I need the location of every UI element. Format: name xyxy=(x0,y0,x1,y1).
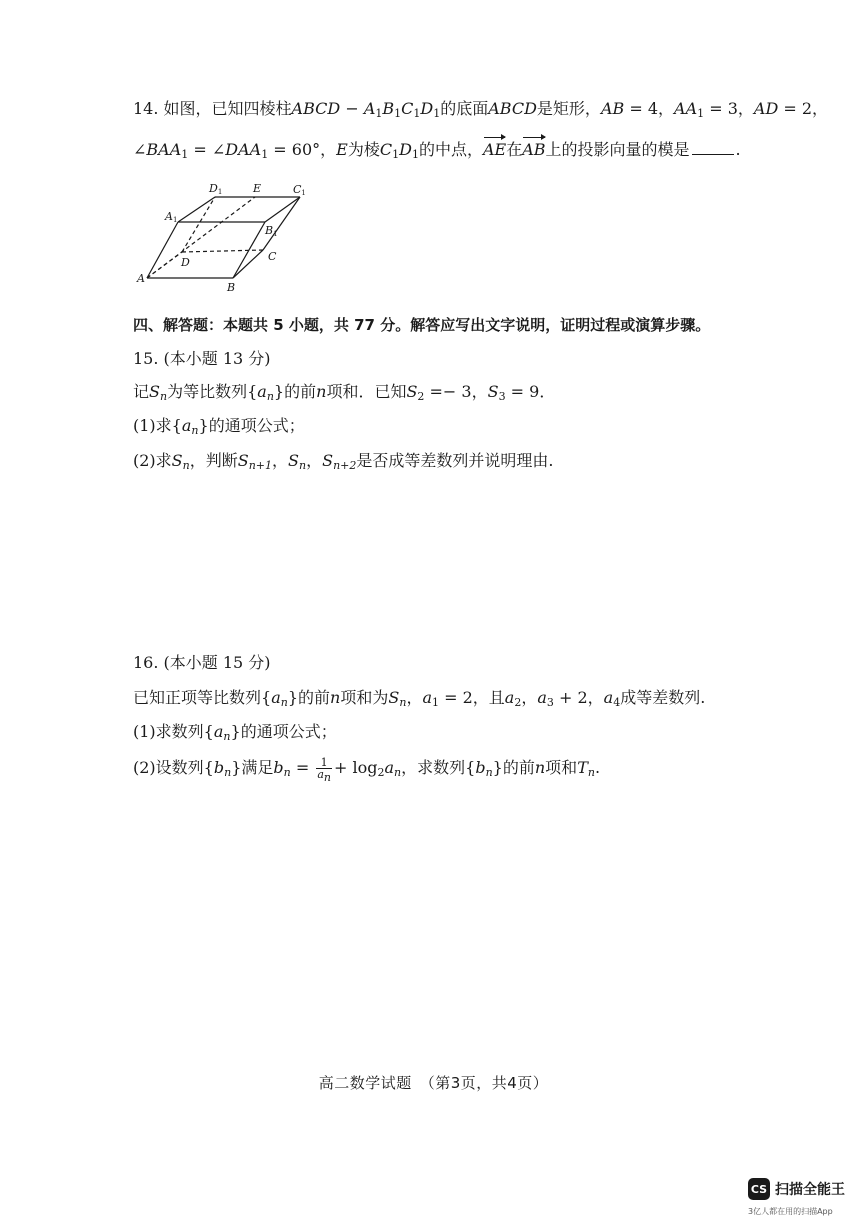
svg-text:B1: B1 xyxy=(265,224,278,238)
edge-DC xyxy=(182,250,263,252)
q16-part2: (2)设数列$\{b_n\}$满足$b_n$ = $\frac{1}{a_n}$ + $\log_2a_n$，求数列$\{b_n\}$的前n项和$T_n$. xyxy=(133,756,601,784)
edge-DD1 xyxy=(182,197,215,252)
q14-line2: $\angle BAA_1$ = $\angle DAA_1 = 60^\circ$，E为棱$C_1D_1$的中点，AE在AB上的投影向量的模是 . xyxy=(133,140,741,161)
edge-B1C1 xyxy=(265,197,300,222)
svg-text:D1: D1 xyxy=(209,182,223,196)
svg-text:D: D xyxy=(181,256,190,269)
q16-header: 16. (本小题 15 分) xyxy=(133,653,271,672)
segment-AE xyxy=(147,197,255,278)
camscanner-logo-icon: CS xyxy=(748,1178,770,1200)
q16-part1: (1)求数列$\{a_n\}$的通项公式； xyxy=(133,722,337,743)
svg-text:C: C xyxy=(268,250,277,263)
svg-text:A: A xyxy=(137,272,145,285)
svg-text:A1: A1 xyxy=(165,210,178,224)
q15-header: 15. (本小题 13 分) xyxy=(133,349,271,368)
fraction-1-over-an: $\frac{1}{a_n}$ xyxy=(317,756,331,784)
q16-stem: 已知正项等比数列$\{a_n\}$的前n项和为$S_n$，$a_1 = 2$，且$a_2$，$a_3 + 2$，$a_4$成等差数列. xyxy=(133,688,706,709)
camscanner-tagline: 3亿人都在用的扫描App xyxy=(748,1207,833,1216)
q14-line1: 14. 如图，已知四棱柱ABCD − $A_1B_1C_1D_1$的底面ABCD是矩形，AB = 4，$AA_1 = 3$，AD = 2， xyxy=(133,99,829,120)
answer-blank[interactable] xyxy=(692,140,734,155)
q15-part1: (1)求$\{a_n\}$的通项公式； xyxy=(133,416,305,437)
svg-text:B: B xyxy=(227,281,236,294)
page-footer: 高二数学试题 （第3页，共4页） xyxy=(318,1074,549,1092)
edge-A1D1 xyxy=(178,197,215,222)
camscanner-watermark xyxy=(748,1178,845,1200)
svg-text:E: E xyxy=(253,182,262,195)
vector-AB: AB xyxy=(522,140,546,159)
section-title: 四、解答题：本题共 5 小题，共 77 分。解答应写出文字说明，证明过程或演算步骤。 xyxy=(133,316,711,334)
svg-text:C1: C1 xyxy=(293,183,306,197)
q15-stem: 记$S_n$为等比数列$\{a_n\}$的前n项和．已知$S_2 =- 3$，$S_3 = 9$． xyxy=(133,382,556,403)
q15-part2: (2)求$S_n$，判断$S_{n+1}$，$S_n$，$S_{n+2}$是否成等差数列并说明理由. xyxy=(133,451,554,472)
edge-AA1 xyxy=(147,222,178,278)
vector-AE: AE xyxy=(482,140,507,159)
edge-BC xyxy=(233,250,263,278)
camscanner-name: 扫描全能王 xyxy=(775,1182,845,1198)
prism-figure xyxy=(135,180,325,295)
